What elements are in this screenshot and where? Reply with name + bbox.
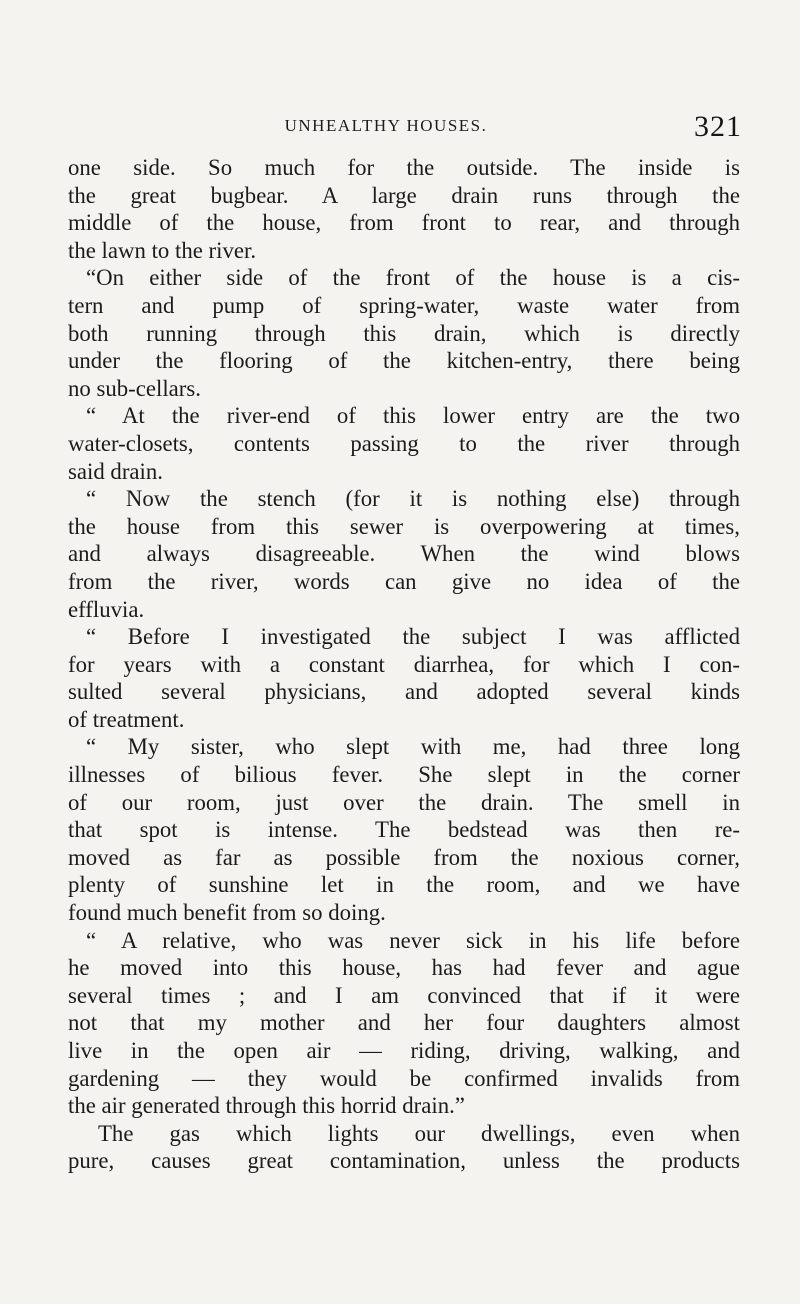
text-line: moved as far as possible from the noxious corner,: [68, 844, 740, 870]
text-line: said drain.: [68, 458, 163, 484]
text-line: “ Before I investigated the subject I was afflicted: [86, 624, 740, 650]
page-number: 321: [694, 110, 742, 143]
text-line: several times ; and I am convinced that if it were: [68, 982, 740, 1008]
text-line: for years with a constant diarrhea, for which I con-: [68, 651, 740, 677]
text-line: “On either side of the front of the house is a cis-: [86, 265, 740, 291]
text-line: not that my mother and her four daughters almost: [68, 1010, 740, 1036]
running-title: UNHEALTHY HOUSES.: [284, 116, 488, 135]
text-line: no sub-cellars.: [68, 375, 201, 401]
text-line: that spot is intense. The bedstead was then re-: [68, 817, 740, 843]
text-line: “ Now the stench (for it is nothing else) through: [86, 486, 740, 512]
text-line: “ A relative, who was never sick in his life before: [86, 927, 740, 953]
text-line: one side. So much for the outside. The inside is: [68, 155, 740, 180]
text-line: “ At the river-end of this lower entry are the two: [86, 403, 740, 429]
text-line: water-closets, contents passing to the river through: [68, 430, 740, 456]
text-line: tern and pump of spring-water, waste water from: [68, 292, 740, 318]
text-line: sulted several physicians, and adopted several kinds: [68, 679, 740, 705]
text-line: live in the open air — riding, driving, walking, and: [68, 1038, 740, 1063]
text-line: the lawn to the river.: [68, 237, 257, 263]
text-line: under the flooring of the kitchen-entry, there being: [68, 348, 740, 374]
text-line: from the river, words can give no idea of the: [68, 568, 740, 594]
text-line: middle of the house, from front to rear, and through: [68, 210, 740, 236]
running-head: [0, 110, 800, 143]
text-line: the great bugbear. A large drain runs through the: [68, 182, 740, 208]
text-line: and always disagreeable. When the wind blows: [68, 541, 740, 567]
text-line: of our room, just over the drain. The smell in: [68, 789, 740, 815]
text-line: he moved into this house, has had fever and ague: [68, 955, 740, 981]
text-line: “ My sister, who slept with me, had three long: [86, 734, 740, 760]
text-line: plenty of sunshine let in the room, and we have: [68, 872, 740, 898]
text-line: gardening — they would be confirmed invalids from: [68, 1065, 740, 1091]
text-line: pure, causes great contamination, unless the products: [68, 1148, 740, 1174]
text-line: the air generated through this horrid drain.”: [68, 1093, 465, 1119]
text-line: both running through this drain, which is directly: [68, 320, 740, 346]
text-line: of treatment.: [68, 706, 185, 732]
body-text: [68, 154, 740, 1175]
text-line: the house from this sewer is overpowering at times,: [68, 513, 740, 539]
text-line: The gas which lights our dwellings, even when: [98, 1120, 740, 1146]
text-line: found much benefit from so doing.: [68, 900, 386, 926]
text-line: illnesses of bilious fever. She slept in the corner: [68, 762, 740, 788]
text-line: effluvia.: [68, 596, 145, 622]
